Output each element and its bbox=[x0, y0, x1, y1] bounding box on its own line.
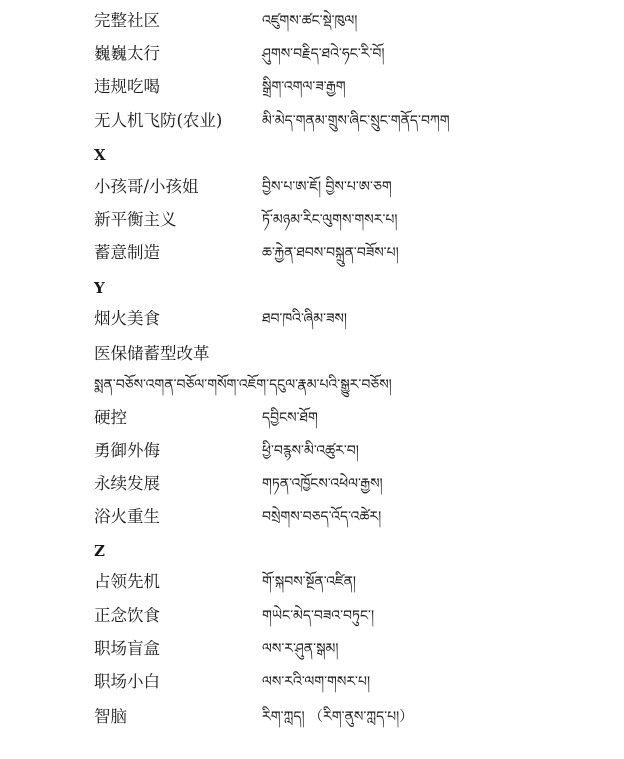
entry-row bbox=[0, 634, 624, 664]
tibetan-term: ལས་ར་ཤུན་སྒམ། bbox=[262, 641, 339, 657]
section-letter-row bbox=[0, 273, 624, 303]
tibetan-term: གཡེང་མེད་བཟའ་བཏུང་། bbox=[262, 608, 375, 624]
chinese-term: 占领先机 bbox=[94, 572, 160, 591]
chinese-term: 硬控 bbox=[94, 408, 127, 427]
entry-row bbox=[0, 72, 624, 102]
entry-row bbox=[0, 106, 624, 136]
tibetan-term: ཕྱི་བརྙས་མི་འཚུར་བ། bbox=[262, 443, 359, 459]
chinese-term: 小孩哥/小孩姐 bbox=[94, 177, 199, 196]
chinese-term: 职场盲盒 bbox=[94, 639, 160, 658]
entry-row bbox=[0, 172, 624, 202]
tibetan-term: སྒྲིག་འགལ་ཟ་རྒྱག bbox=[262, 79, 346, 95]
entry-row bbox=[0, 667, 624, 697]
tibetan-term: གོ་སྐབས་སྔོན་འཛིན། bbox=[262, 574, 357, 590]
entry-row bbox=[0, 39, 624, 69]
chinese-term: 烟火美食 bbox=[94, 309, 160, 328]
entry-row bbox=[0, 339, 624, 369]
chinese-term: 完整社区 bbox=[94, 11, 160, 30]
tibetan-term: བསྲེགས་བཅད་འོད་འཚེར། bbox=[262, 509, 382, 525]
entry-row bbox=[0, 205, 624, 235]
chinese-term: 蓄意制造 bbox=[94, 243, 160, 262]
tibetan-term: དབྱིངས་ཐོག bbox=[262, 410, 318, 426]
entry-row bbox=[0, 238, 624, 268]
entry-row bbox=[0, 304, 624, 334]
entry-row bbox=[0, 502, 624, 532]
tibetan-term: སྨན་བཅོས་འགན་བཅོལ་གསོག་འཇོག་དངུལ་རྣམ་པའི་སྒྱུར་བཅོས། bbox=[94, 377, 392, 393]
entry-row bbox=[0, 6, 624, 36]
entry-row bbox=[0, 567, 624, 597]
chinese-term: 职场小白 bbox=[94, 672, 160, 691]
chinese-term: 永续发展 bbox=[94, 474, 160, 493]
chinese-term: 违规吃喝 bbox=[94, 77, 160, 96]
chinese-term: 勇御外侮 bbox=[94, 441, 160, 460]
tibetan-term: ཆ་རྐྱེན་ཐབས་བསྐྲུན་བཟོས་པ། bbox=[262, 245, 399, 261]
chinese-term: 浴火重生 bbox=[94, 507, 160, 526]
tibetan-term: བྱིས་པ་ཨ་ཇོ། བྱིས་པ་ཨ་ཅག bbox=[262, 179, 392, 195]
entry-row bbox=[0, 403, 624, 433]
tibetan-term: ལས་རའི་ལག་གསར་པ། bbox=[262, 674, 371, 690]
entry-row bbox=[0, 436, 624, 466]
chinese-term: 医保储蓄型改革 bbox=[94, 344, 210, 363]
tibetan-term: ཤུགས་བརྗིད་ཐའེ་ཧང་རི་བོ། bbox=[262, 46, 385, 62]
section-letter-y: Y bbox=[94, 279, 105, 297]
section-letter-x: X bbox=[94, 146, 106, 164]
chinese-term: 正念饮食 bbox=[94, 606, 160, 625]
chinese-term: 无人机飞防(农业) bbox=[94, 111, 223, 130]
tibetan-term: མི་མེད་གནམ་གྲུས་ཞིང་སྲུང་གནོད་བཀག bbox=[262, 113, 450, 129]
chinese-term: 巍巍太行 bbox=[94, 44, 160, 63]
entry-row-full-tibetan bbox=[0, 370, 624, 400]
chinese-term: 智脑 bbox=[94, 707, 127, 726]
entry-row bbox=[0, 469, 624, 499]
tibetan-term: འཛུགས་ཚང་སྡེ་ཁུལ། bbox=[262, 13, 358, 29]
entry-row bbox=[0, 702, 624, 732]
tibetan-term: རིག་ཀླད། （རིག་ནུས་ཀླད་པ།） bbox=[262, 709, 414, 725]
tibetan-term: ཐབ་ཁའི་ཞིམ་ཟས། bbox=[262, 311, 348, 327]
chinese-term: 新平衡主义 bbox=[94, 210, 177, 229]
tibetan-term: གཏན་འཁྱོངས་འཕེལ་རྒྱས། bbox=[262, 476, 383, 492]
section-letter-row bbox=[0, 140, 624, 170]
entry-row bbox=[0, 601, 624, 631]
tibetan-term: ཏོ་མཉམ་རིང་ལུགས་གསར་པ། bbox=[262, 212, 398, 228]
section-letter-row bbox=[0, 536, 624, 566]
section-letter-z: Z bbox=[94, 542, 105, 560]
